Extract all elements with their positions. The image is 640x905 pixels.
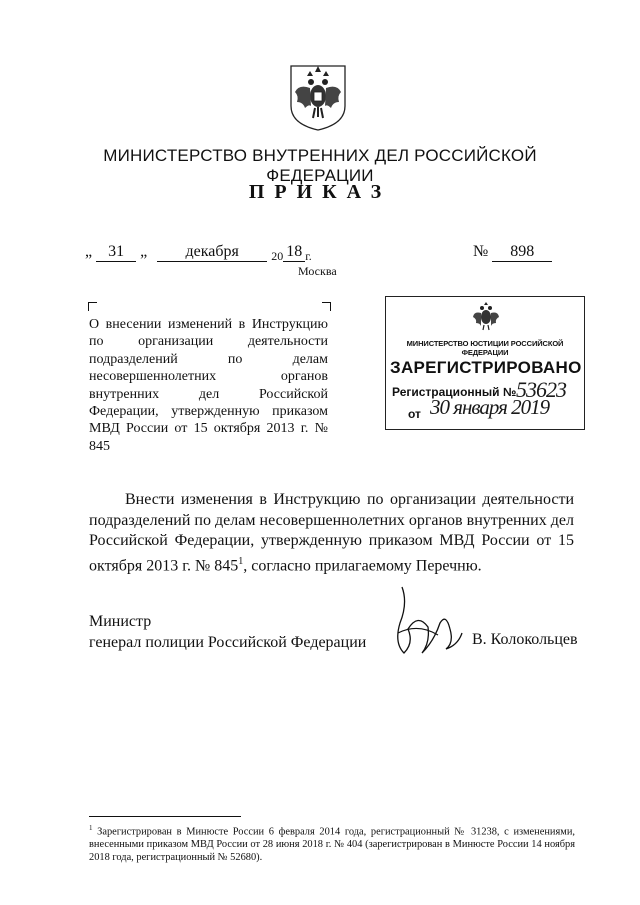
- handwritten-signature: [388, 583, 466, 665]
- order-city: Москва: [298, 264, 337, 278]
- signer-rank: генерал полиции Российской Федерации: [89, 634, 367, 651]
- stamp-date-prefix: от: [408, 407, 421, 421]
- signer-name: В. Колокольцев: [472, 631, 578, 648]
- footnote-mark: 1: [89, 824, 93, 832]
- order-number-line: [473, 243, 552, 262]
- footnote-divider: [89, 816, 241, 817]
- order-body-text: Внести изменения в Инструкцию по организации деятельности подразделений по делам несовершеннолетних органов внутренних дел Российской Федерации, утвержденную приказом МВД России от 15 октября 2013 г. № 845: [89, 491, 574, 574]
- signer-title: Министр: [89, 613, 152, 630]
- footnote: [89, 822, 575, 864]
- coat-of-arms-icon: [285, 62, 351, 132]
- order-body-tail: , согласно прилагаемому Перечню.: [243, 556, 482, 574]
- order-number: 898: [492, 243, 552, 262]
- ministry-name: МИНИСТЕРСТВО ВНУТРЕННИХ ДЕЛ РОССИЙСКОЙ ФЕДЕРАЦИИ: [103, 146, 537, 185]
- order-body: [89, 490, 574, 576]
- order-year-unit: г.: [305, 249, 312, 263]
- order-number-label: №: [473, 243, 489, 260]
- stamp-reg-date: 30 января 2019: [430, 395, 550, 419]
- footnote-text: Зарегистрирован в Минюсте России 6 февраля 2014 года, регистрационный № 31238, с изменениями, внесенными приказом МВД России от 28 июня 2018 г. № 404 (зарегистрирован в Минюсте России 14 ноября 2018 года, регистрационный № 52680).: [89, 826, 575, 864]
- footnote-ref: 1: [238, 555, 244, 567]
- signer-position: [89, 611, 366, 653]
- stamp-title: ЗАРЕГИСТРИРОВАНО: [390, 358, 582, 377]
- stamp-eagle-icon: [471, 301, 501, 331]
- order-year-suffix: 18: [283, 243, 305, 262]
- document-title: ПРИКАЗ: [248, 181, 392, 203]
- order-day: 31: [96, 243, 136, 262]
- order-month: декабря: [157, 243, 267, 262]
- stamp-reg-number: 53623: [516, 377, 566, 402]
- corner-mark-right: [322, 302, 331, 311]
- order-subject: О внесении изменений в Инструкцию по организации деятельности подразделений по делам несовершеннолетних органов внутренних дел Российской Федерации, утвержденную приказом МВД России от 15 октября 2013 г. № 845: [89, 317, 328, 454]
- stamp-ministry: МИНИСТЕРСТВО ЮСТИЦИИ РОССИЙСКОЙ ФЕДЕРАЦИИ: [406, 339, 564, 357]
- stamp-reg-label: Регистрационный №: [392, 385, 517, 399]
- corner-mark-left: [88, 302, 97, 311]
- order-date: „ 31 „ декабря 20 18 г.: [85, 243, 312, 263]
- registration-stamp: [385, 296, 585, 430]
- order-year-prefix: 20: [271, 249, 284, 263]
